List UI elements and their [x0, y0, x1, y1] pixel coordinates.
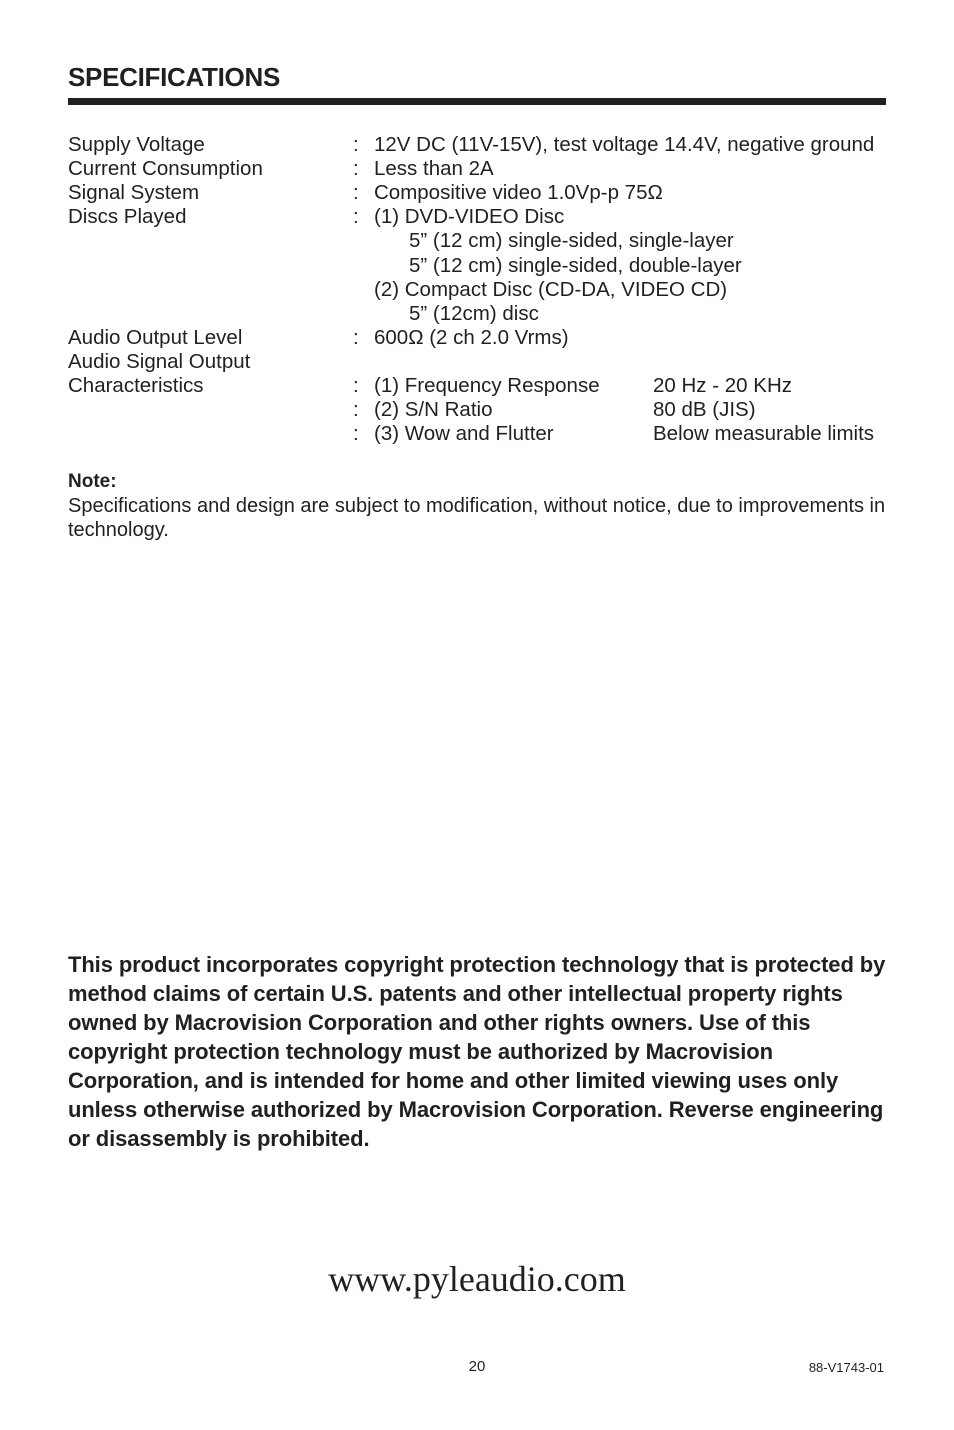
spec-label-characteristics: Characteristics: [68, 374, 204, 397]
spec-label-supply-voltage: Supply Voltage: [68, 133, 205, 156]
spec-value-wow-flutter: (3) Wow and Flutter: [374, 422, 554, 445]
spec-extra-frequency-response: 20 Hz - 20 KHz: [653, 374, 792, 397]
spec-value-disc-sub: 5” (12cm) disc: [409, 302, 539, 325]
spec-value-audio-output-level: 600Ω (2 ch 2.0 Vrms): [374, 326, 569, 349]
spec-value-disc-sub: 5” (12 cm) single-sided, double-layer: [409, 254, 742, 277]
spec-sep: :: [353, 326, 359, 349]
spec-sep: :: [353, 374, 359, 397]
spec-sep: :: [353, 157, 359, 180]
spec-value-disc-sub: (2) Compact Disc (CD-DA, VIDEO CD): [374, 278, 728, 301]
spec-value-discs-played: (1) DVD-VIDEO Disc: [374, 205, 565, 228]
spec-value-signal-system: Compositive video 1.0Vp-p 75Ω: [374, 181, 663, 204]
website-url: www.pyleaudio.com: [328, 1259, 626, 1299]
spec-sep: :: [353, 398, 359, 421]
note-text: Specifications and design are subject to modification, without notice, due to improvements in technology.: [68, 495, 886, 541]
spec-value-current-consumption: Less than 2A: [374, 157, 494, 180]
page-number: 20: [468, 1358, 486, 1375]
spec-value-supply-voltage: 12V DC (11V-15V), test voltage 14.4V, negative ground: [374, 133, 875, 156]
spec-extra-sn-ratio: 80 dB (JIS): [653, 398, 756, 421]
page-title: SPECIFICATIONS: [68, 62, 281, 92]
spec-sep: :: [353, 181, 359, 204]
spec-label-signal-system: Signal System: [68, 181, 200, 204]
spec-label-discs-played: Discs Played: [68, 205, 187, 228]
part-number: 88-V1743-01: [808, 1360, 884, 1375]
title-rule: [68, 98, 886, 105]
spec-value-frequency-response: (1) Frequency Response: [374, 374, 600, 397]
note-heading: Note:: [68, 471, 117, 492]
spec-label-current-consumption: Current Consumption: [68, 157, 263, 180]
spec-sep: :: [353, 205, 359, 228]
spec-value-sn-ratio: (2) S/N Ratio: [374, 398, 493, 421]
spec-value-disc-sub: 5” (12 cm) single-sided, single-layer: [409, 229, 734, 252]
spec-label-audio-signal-output: Audio Signal Output: [68, 350, 251, 373]
copyright-notice: This product incorporates copyright protection technology that is protected by method claims of certain U.S. patents and other intellectual property rights owned by Macrovision Corporation and other rights owners. Use of this copyright protection technology must be authorized by Macrovision Corporation, and is intended for home and other limited viewing uses only unless otherwise authorized by Macrovision Corporation. Reverse engineering or disassembly is prohibited.: [68, 952, 886, 1151]
spec-label-audio-output-level: Audio Output Level: [68, 326, 243, 349]
spec-extra-wow-flutter: Below measurable limits: [653, 422, 875, 445]
spec-sep: :: [353, 133, 359, 156]
spec-sep: :: [353, 422, 359, 445]
